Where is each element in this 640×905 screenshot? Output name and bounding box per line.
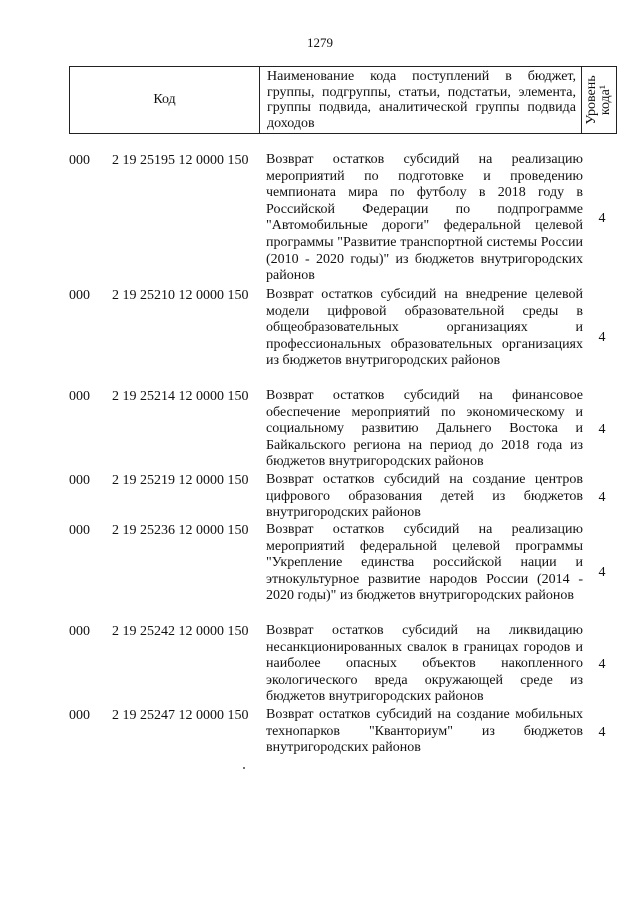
row-name: Возврат остатков субсидий на создание мобильных технопарков "Кванториум" из бюджетов внутригородских районов xyxy=(266,707,583,756)
row-prefix: 000 xyxy=(69,288,90,303)
row-level: 4 xyxy=(598,330,606,345)
header-name: Наименование кода поступлений в бюджет, группы, подгруппы, статьи, подстатьи, элемента, группы подвида, аналитической группы подвида доходов xyxy=(260,67,582,133)
row-prefix: 000 xyxy=(69,473,90,488)
page-number: 1279 xyxy=(307,35,333,50)
row-code: 2 19 25236 12 0000 150 xyxy=(112,523,249,538)
row-code: 2 19 25195 12 0000 150 xyxy=(112,153,249,168)
row-level: 4 xyxy=(598,657,606,672)
row-prefix: 000 xyxy=(69,153,90,168)
row-name: Возврат остатков субсидий на реализацию мероприятий по подготовке и проведению чемпионата мира по футболу в 2018 году в Российской Федерации по подпрограмме "Автомобильные дороги" федеральной целевой программы "Развитие транспортной системы России (2010 - 2020 годы)" из бюджетов внутригородских районов xyxy=(266,152,583,284)
row-name: Возврат остатков субсидий на реализацию мероприятий федеральной целевой программы "Укрепление единства российской нации и этнокультурное развитие народов России (2014 - 2020 годы)" из бюджетов внутригородских районов xyxy=(266,522,583,604)
row-level: 4 xyxy=(598,422,606,437)
header-level-label: Уровень кода¹ xyxy=(584,75,613,125)
row-level: 4 xyxy=(598,565,606,580)
row-code: 2 19 25214 12 0000 150 xyxy=(112,389,249,404)
row-name: Возврат остатков субсидий на внедрение целевой модели цифровой образовательной среды в общеобразовательных организациях и профессиональных образовательных организациях из бюджетов внутригородских районов xyxy=(266,287,583,369)
row-level: 4 xyxy=(598,490,606,505)
row-code: 2 19 25242 12 0000 150 xyxy=(112,624,249,639)
row-code: 2 19 25247 12 0000 150 xyxy=(112,708,249,723)
row-code: 2 19 25219 12 0000 150 xyxy=(112,473,249,488)
header-level xyxy=(582,67,616,133)
row-name: Возврат остатков субсидий на создание центров цифрового образования детей из бюджетов внутригородских районов xyxy=(266,472,583,521)
row-prefix: 000 xyxy=(69,523,90,538)
table-header xyxy=(69,66,617,134)
row-level: 4 xyxy=(598,725,606,740)
scan-speck xyxy=(243,767,245,769)
header-code: Код xyxy=(70,67,260,133)
row-prefix: 000 xyxy=(69,389,90,404)
row-name: Возврат остатков субсидий на финансовое обеспечение мероприятий по экономическому и социальному развитию Дальнего Востока и Байкальского региона на период до 2018 года из бюджетов внутригородских районов xyxy=(266,388,583,470)
row-name: Возврат остатков субсидий на ликвидацию несанкционированных свалок в границах городов и наиболее опасных объектов накопленного экологического вреда окружающей среде из бюджетов внутригородских районов xyxy=(266,623,583,705)
row-level: 4 xyxy=(598,211,606,226)
row-code: 2 19 25210 12 0000 150 xyxy=(112,288,249,303)
row-prefix: 000 xyxy=(69,624,90,639)
row-prefix: 000 xyxy=(69,708,90,723)
